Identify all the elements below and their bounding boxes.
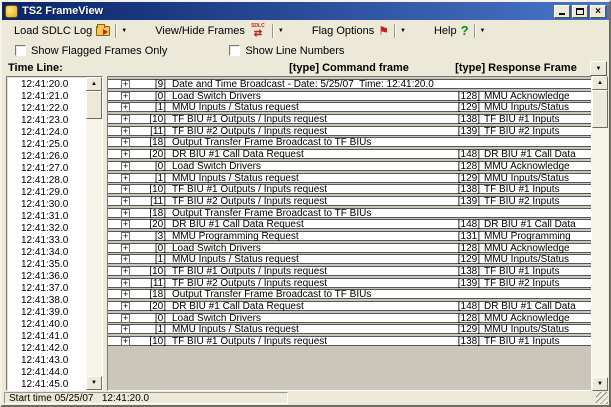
response-text: DR BIU #1 Call Data [484, 149, 576, 161]
command-type: [1] [154, 254, 166, 266]
load-sdlc-log-button[interactable] [14, 24, 127, 38]
expand-icon[interactable]: + [122, 242, 129, 253]
scrollbar-thumb[interactable] [86, 91, 102, 119]
response-text: DR BIU #1 Call Data [484, 219, 576, 231]
response-type: [148] [457, 149, 480, 161]
response-type: [138] [457, 114, 480, 126]
timeline-item[interactable]: 12:41:40.0 [21, 319, 69, 330]
response-frame-header: [type] Response Frame [455, 62, 577, 74]
timeline-item[interactable]: 12:41:21.0 [21, 91, 69, 102]
scrollbar-track[interactable] [592, 128, 608, 377]
command-text: MMU Inputs / Status request [172, 172, 299, 184]
response-type: [139] [457, 277, 480, 289]
table-row[interactable] [108, 313, 591, 323]
timeline-item[interactable]: 12:41:33.0 [21, 235, 69, 246]
expand-icon[interactable]: + [122, 102, 129, 113]
folder-open-icon [96, 26, 110, 36]
show-flagged-frames-checkbox[interactable] [15, 45, 167, 57]
load-sdlc-log-label: Load SDLC Log [14, 25, 93, 37]
command-type: [1] [154, 324, 166, 336]
expand-icon[interactable]: + [122, 289, 129, 300]
scroll-up-button[interactable] [592, 76, 608, 90]
close-button[interactable] [590, 5, 606, 18]
expand-icon[interactable]: + [122, 207, 129, 218]
expand-icon[interactable]: + [122, 336, 129, 347]
table-row[interactable] [108, 219, 591, 229]
timeline-item[interactable]: 12:41:35.0 [21, 259, 69, 270]
toolbar-separator [115, 24, 116, 38]
swap-arrows-icon: ⇄ [253, 28, 263, 39]
timeline-list[interactable] [7, 77, 86, 390]
table-row[interactable] [108, 91, 591, 101]
timeline-item[interactable]: 12:41:42.0 [21, 343, 69, 354]
resize-grip-icon[interactable] [596, 392, 608, 404]
checkbox-icon[interactable] [15, 45, 26, 56]
command-text: DR BIU #1 Call Data Request [172, 301, 304, 313]
command-text: MMU Programming Request [172, 230, 299, 242]
response-type: [129] [457, 254, 480, 266]
status-text: Start time 05/25/07 12:41:20.0 [4, 392, 288, 404]
chevron-down-icon[interactable]: ▼ [277, 28, 284, 34]
toolbar-separator [394, 24, 395, 38]
expand-icon[interactable]: + [122, 79, 129, 89]
table-row[interactable] [108, 196, 591, 206]
command-type: [1] [154, 102, 166, 114]
command-text: MMU Inputs / Status request [172, 324, 299, 336]
command-text: Date and Time Broadcast - Date: 5/25/07 Time: 12:41:20.0 [172, 79, 434, 90]
arrow-up-icon: ▲ [597, 80, 603, 86]
command-text: MMU Inputs / Status request [172, 254, 299, 266]
response-type: [148] [457, 301, 480, 313]
scroll-down-button[interactable] [592, 377, 608, 391]
timeline-item[interactable]: 12:41:23.0 [21, 115, 69, 126]
command-text: Output Transfer Frame Broadcast to TF BIUs [172, 207, 372, 219]
expand-icon[interactable]: + [122, 219, 129, 230]
command-text: MMU Inputs / Status request [172, 102, 299, 114]
response-text: TF BIU #1 Inputs [484, 184, 560, 196]
expand-icon[interactable]: + [122, 184, 129, 195]
timeline-item[interactable]: 12:41:24.0 [21, 127, 69, 138]
header-dropdown-button[interactable] [590, 61, 607, 76]
response-text: MMU Acknowledge [484, 242, 570, 254]
scroll-up-button[interactable] [86, 77, 102, 91]
help-button[interactable] [434, 24, 486, 38]
response-type: [128] [457, 242, 480, 254]
timeline-item[interactable]: 12:41:29.0 [21, 187, 69, 198]
timeline-panel [6, 76, 103, 391]
table-row[interactable] [108, 231, 591, 241]
timeline-item[interactable]: 12:41:26.0 [21, 151, 69, 162]
response-text: MMU Acknowledge [484, 160, 570, 172]
timeline-item[interactable]: 12:41:22.0 [21, 103, 69, 114]
command-text: TF BIU #1 Outputs / Inputs request [172, 266, 328, 277]
table-row[interactable] [108, 278, 591, 288]
timeline-item[interactable]: 12:41:38.0 [21, 295, 69, 306]
window-title: TS2 FrameView [22, 5, 104, 17]
expand-icon[interactable]: + [122, 266, 129, 276]
response-text: DR BIU #1 Call Data [484, 301, 576, 313]
command-text: DR BIU #1 Call Data Request [172, 219, 304, 231]
response-type: [138] [457, 184, 480, 196]
view-hide-frames-label: View/Hide Frames [155, 25, 245, 37]
response-text: TF BIU #1 Inputs [484, 336, 560, 348]
command-type: [3] [154, 230, 166, 242]
command-frame-header: [type] Command frame [289, 62, 409, 74]
expand-icon[interactable]: + [122, 137, 129, 148]
expand-icon[interactable]: + [122, 172, 129, 183]
frame-table-panel [107, 76, 608, 391]
table-row[interactable] [108, 161, 591, 171]
expand-icon[interactable]: + [122, 301, 129, 312]
response-type: [129] [457, 172, 480, 184]
command-type: [0] [154, 242, 166, 254]
timeline-item[interactable]: 12:41:37.0 [21, 283, 69, 294]
timeline-item[interactable]: 12:41:45.0 [21, 379, 69, 390]
response-text: TF BIU #2 Inputs [484, 195, 560, 207]
expand-icon[interactable]: + [122, 114, 129, 125]
toolbar-separator [474, 24, 475, 38]
scrollbar-thumb[interactable] [592, 90, 608, 128]
show-line-numbers-label: Show Line Numbers [245, 44, 345, 57]
table-row[interactable] [108, 289, 591, 299]
table-row[interactable] [108, 79, 591, 89]
view-hide-frames-button[interactable] [155, 24, 284, 38]
response-type: [138] [457, 336, 480, 348]
timeline-item[interactable]: 12:41:43.0 [21, 355, 69, 366]
show-line-numbers-checkbox[interactable] [229, 45, 344, 57]
options-row [2, 42, 609, 59]
response-text: MMU Inputs/Status [484, 324, 570, 336]
timeline-item[interactable]: 12:41:39.0 [21, 307, 69, 318]
timeline-item[interactable]: 12:41:28.0 [21, 175, 69, 186]
chevron-down-icon[interactable]: ▼ [479, 28, 486, 34]
response-text: TF BIU #1 Inputs [484, 266, 560, 277]
toolbar-separator [272, 24, 273, 38]
command-type: [10] [149, 336, 166, 348]
checkbox-icon[interactable] [229, 45, 240, 56]
timeline-scrollbar[interactable] [86, 77, 102, 390]
command-text: Output Transfer Frame Broadcast to TF BIUs [172, 289, 372, 301]
command-text: TF BIU #1 Outputs / Inputs request [172, 336, 328, 348]
scrollbar-track[interactable] [86, 119, 102, 376]
command-type: [20] [149, 219, 166, 231]
command-text: TF BIU #2 Outputs / Inputs request [172, 195, 328, 207]
command-type: [9] [154, 79, 166, 90]
expand-icon[interactable]: + [122, 277, 129, 288]
command-text: Load Switch Drivers [172, 312, 261, 324]
command-type: [18] [149, 207, 166, 219]
table-row[interactable] [108, 254, 591, 264]
toolbar [2, 20, 609, 42]
expand-icon[interactable]: + [122, 125, 129, 136]
maximize-icon [576, 8, 584, 15]
command-type: [20] [149, 301, 166, 313]
command-type: [11] [150, 125, 166, 137]
timeline-item[interactable]: 12:41:32.0 [21, 223, 69, 234]
command-type: [18] [149, 289, 166, 301]
table-row[interactable] [108, 149, 591, 159]
frame-table[interactable] [107, 76, 592, 391]
chevron-down-icon[interactable]: ▼ [121, 28, 128, 34]
command-type: [18] [149, 137, 166, 149]
scroll-down-button[interactable] [86, 376, 102, 390]
arrow-up-icon: ▲ [91, 81, 97, 87]
table-row[interactable] [108, 137, 591, 147]
response-text: TF BIU #1 Inputs [484, 114, 560, 126]
response-text: TF BIU #2 Inputs [484, 125, 560, 137]
response-text: TF BIU #2 Inputs [484, 277, 560, 289]
help-label: Help [433, 25, 457, 37]
response-type: [139] [457, 195, 480, 207]
command-type: [11] [150, 277, 166, 289]
expand-icon[interactable]: + [122, 230, 129, 241]
response-type: [129] [457, 102, 480, 114]
table-row[interactable] [108, 126, 591, 136]
timeline-item[interactable]: 12:41:25.0 [21, 139, 69, 150]
chevron-down-icon[interactable]: ▼ [400, 28, 406, 34]
timeline-header: Time Line: [8, 62, 63, 74]
command-text: Load Switch Drivers [172, 90, 261, 102]
table-row[interactable] [108, 208, 591, 218]
expand-icon[interactable]: + [122, 90, 129, 101]
maximize-button[interactable] [572, 5, 588, 18]
timeline-item[interactable]: 12:41:30.0 [21, 199, 69, 210]
minimize-button[interactable] [554, 5, 570, 18]
table-row[interactable] [108, 266, 591, 276]
table-scrollbar[interactable] [592, 76, 608, 391]
timeline-item[interactable]: 12:41:34.0 [21, 247, 69, 258]
response-text: MMU Programming [484, 230, 571, 242]
timeline-item[interactable]: 12:41:27.0 [21, 163, 69, 174]
expand-icon[interactable]: + [122, 160, 129, 171]
table-row[interactable] [108, 243, 591, 253]
response-type: [129] [457, 324, 480, 336]
close-icon: × [595, 5, 601, 17]
timeline-item[interactable]: 12:41:41.0 [21, 331, 69, 342]
response-type: [139] [457, 125, 480, 137]
expand-icon[interactable]: + [122, 195, 129, 206]
table-row[interactable] [108, 324, 591, 334]
minimize-icon [559, 8, 565, 15]
command-type: [10] [149, 184, 166, 196]
app-icon [5, 5, 18, 18]
flag-options-button[interactable] [312, 24, 406, 38]
command-text: Load Switch Drivers [172, 242, 261, 254]
flag-options-label: Flag Options [311, 25, 375, 37]
sdlc-frames-icon [249, 24, 267, 38]
response-text: MMU Inputs/Status [484, 172, 570, 184]
command-text: TF BIU #2 Outputs / Inputs request [172, 125, 328, 137]
response-type: [128] [457, 312, 480, 324]
flag-icon: ⚑ [378, 24, 389, 38]
command-type: [1] [154, 172, 166, 184]
response-type: [148] [457, 219, 480, 231]
question-mark-icon: ? [460, 23, 469, 38]
command-type: [20] [149, 149, 166, 161]
command-text: DR BIU #1 Call Data Request [172, 149, 304, 161]
timeline-item[interactable]: 12:41:44.0 [21, 367, 69, 378]
expand-icon[interactable]: + [122, 254, 129, 265]
response-text: MMU Inputs/Status [484, 102, 570, 114]
table-row[interactable] [108, 173, 591, 183]
response-text: MMU Acknowledge [484, 312, 570, 324]
expand-icon[interactable]: + [122, 324, 129, 335]
table-row[interactable] [108, 184, 591, 194]
table-row[interactable] [108, 301, 591, 311]
table-row[interactable] [108, 102, 591, 112]
table-row[interactable] [108, 114, 591, 124]
timeline-item[interactable]: 12:41:20.0 [21, 79, 69, 90]
command-text: TF BIU #1 Outputs / Inputs request [172, 114, 328, 126]
response-text: MMU Inputs/Status [484, 254, 570, 266]
response-type: [138] [457, 266, 480, 277]
arrow-down-icon: ▼ [91, 380, 97, 386]
command-type: [10] [149, 266, 166, 277]
response-type: [128] [457, 90, 480, 102]
command-type: [11] [150, 195, 166, 207]
chevron-down-icon: ▼ [595, 65, 602, 72]
command-type: [0] [154, 160, 166, 172]
arrow-down-icon: ▼ [597, 381, 603, 387]
response-type: [131] [457, 230, 480, 242]
status-bar [2, 391, 609, 405]
expand-icon[interactable]: + [122, 149, 129, 160]
command-type: [10] [149, 114, 166, 126]
command-type: [0] [154, 312, 166, 324]
response-type: [128] [457, 160, 480, 172]
sdlc-word: SDLC [251, 23, 265, 29]
command-text: TF BIU #1 Outputs / Inputs request [172, 184, 328, 196]
timeline-item[interactable]: 12:41:31.0 [21, 211, 69, 222]
title-bar[interactable] [2, 2, 609, 20]
table-row[interactable] [108, 336, 591, 346]
expand-icon[interactable]: + [122, 312, 129, 323]
command-text: TF BIU #2 Outputs / Inputs request [172, 277, 328, 289]
command-type: [0] [154, 90, 166, 102]
command-text: Output Transfer Frame Broadcast to TF BIUs [172, 137, 372, 149]
response-text: MMU Acknowledge [484, 90, 570, 102]
show-flagged-frames-label: Show Flagged Frames Only [31, 44, 168, 57]
command-text: Load Switch Drivers [172, 160, 261, 172]
timeline-item[interactable]: 12:41:36.0 [21, 271, 69, 282]
